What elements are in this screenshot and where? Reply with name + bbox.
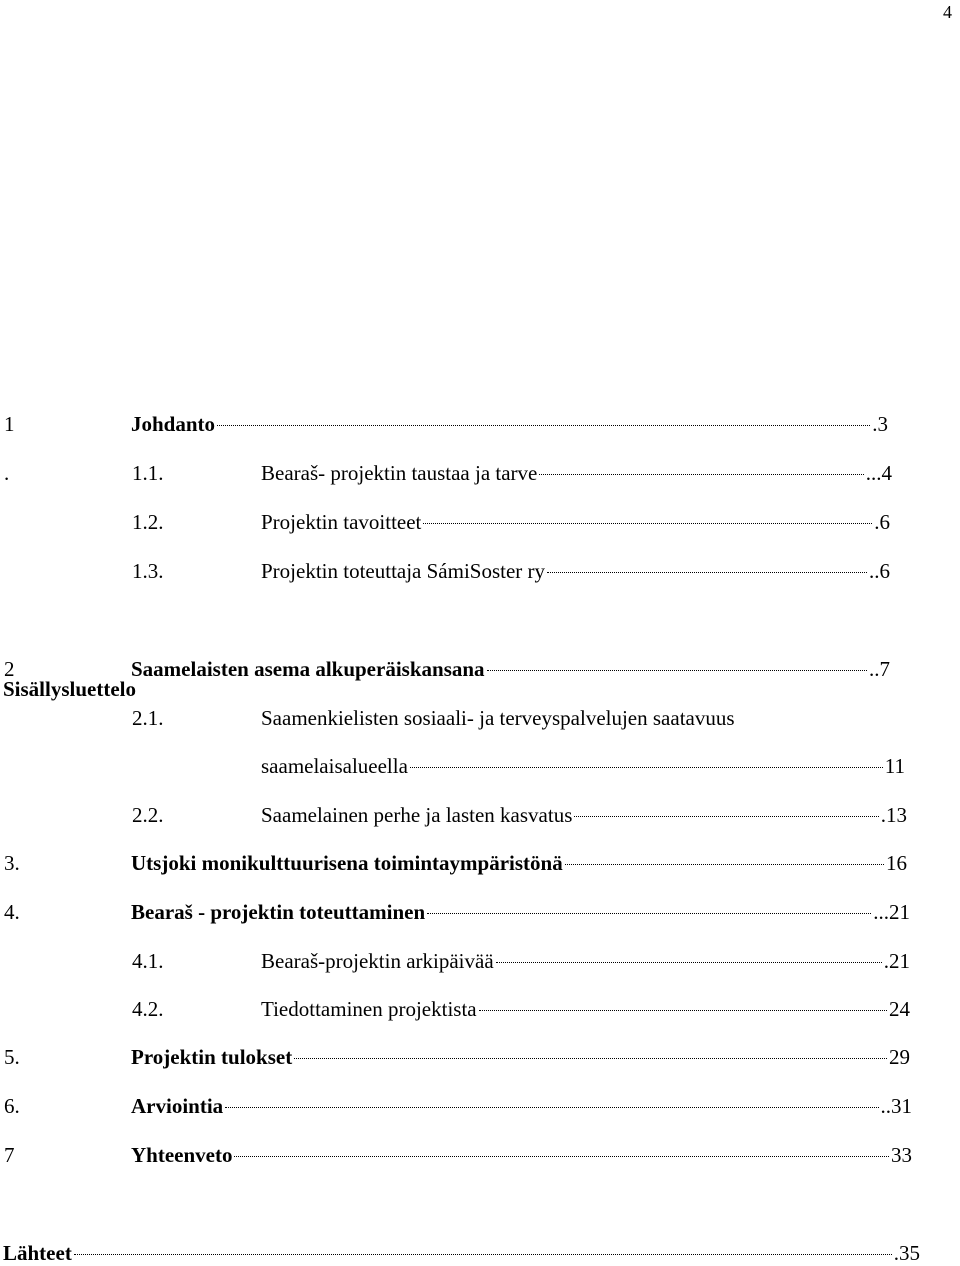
dot-leader [479, 1010, 887, 1011]
toc-entry-subnumber: 1.1. [132, 461, 164, 485]
dot-leader [410, 767, 883, 768]
toc-entry[interactable] [4, 1044, 910, 1070]
toc-entry-number: 5. [4, 1045, 20, 1069]
dot-leader [547, 572, 867, 573]
toc-entry-subnumber: 2.2. [132, 803, 164, 827]
toc-entry-title: Saamelainen perhe ja lasten kasvatus [261, 803, 573, 827]
toc-entry[interactable] [4, 899, 910, 925]
toc-entry-subnumber: 2.1. [132, 706, 164, 730]
toc-entry[interactable] [4, 948, 910, 974]
dot-leader [294, 1058, 887, 1059]
toc-entry-title: Bearaš- projektin taustaa ja tarve [261, 461, 538, 485]
toc-entry-page: .3 [872, 412, 888, 436]
toc-entry[interactable] [4, 460, 892, 486]
toc-entry-number: 7 [4, 1143, 15, 1167]
toc-entry-page: .35 [893, 1241, 920, 1265]
toc-entry-number: 4. [4, 900, 20, 924]
toc-entry[interactable] [4, 558, 890, 584]
toc-entry-number: 6. [4, 1094, 20, 1118]
toc-entry-number: 3. [4, 851, 20, 875]
dot-leader [539, 474, 863, 475]
toc-entry-title: saamelaisalueella [261, 754, 408, 778]
toc-entry[interactable] [4, 705, 890, 731]
toc-entry-continuation[interactable] [261, 753, 905, 779]
toc-entry-title: Bearaš-projektin arkipäivää [261, 949, 494, 973]
dot-leader [74, 1254, 892, 1255]
toc-entry-title: Johdanto [131, 412, 216, 436]
toc-entry[interactable] [4, 996, 910, 1022]
toc-entry-number: 1 [4, 412, 15, 436]
toc-entry-title: Bearaš - projektin toteuttaminen [131, 900, 426, 924]
toc-entry-page: ...4 [865, 461, 892, 485]
dot-leader [423, 523, 872, 524]
toc-entry-title: Saamelaisten asema alkuperäiskansana [131, 657, 485, 681]
dot-leader [496, 962, 882, 963]
toc-entry-title: Lähteet [3, 1241, 72, 1265]
dot-leader [574, 816, 878, 817]
toc-entry-page: .21 [883, 949, 910, 973]
toc-entry-title: Arviointia [131, 1094, 224, 1118]
toc-entry[interactable] [4, 1093, 912, 1119]
toc-entry-number: . [4, 461, 10, 485]
toc-entry-page: 16 [886, 851, 907, 875]
toc-entry-title: Utsjoki monikulttuurisena toimintaympäristönä [131, 851, 563, 875]
toc-entry-title: Projektin toteuttaja SámiSoster ry [261, 559, 546, 583]
toc-entry-page: 11 [884, 754, 905, 778]
toc-entry-number: 2 [4, 657, 15, 681]
page-number: 4 [943, 2, 952, 22]
dot-leader [487, 670, 867, 671]
toc-entry-subnumber: 4.2. [132, 997, 164, 1021]
toc-entry[interactable] [4, 850, 907, 876]
dot-leader [565, 864, 884, 865]
toc-entry-page: 29 [889, 1045, 910, 1069]
toc-entry-page: ...21 [873, 900, 910, 924]
toc-entry-title: Tiedottaminen projektista [261, 997, 477, 1021]
toc-entry-page: 24 [889, 997, 910, 1021]
toc-entry[interactable] [4, 656, 890, 682]
toc-entry[interactable] [4, 411, 888, 437]
toc-entry-title: Projektin tulokset [131, 1045, 293, 1069]
dot-leader [427, 913, 871, 914]
toc-entry-subnumber: 4.1. [132, 949, 164, 973]
dot-leader [234, 1156, 889, 1157]
toc-entry-page: ..6 [869, 559, 890, 583]
toc-entry-title: Saamenkielisten sosiaali- ja terveyspalvelujen saatavuus [261, 706, 735, 730]
dot-leader [225, 1107, 878, 1108]
toc-entry-title: Projektin tavoitteet [261, 510, 422, 534]
toc-entry-page: .13 [880, 803, 907, 827]
toc-entry[interactable] [4, 509, 890, 535]
toc-entry[interactable] [4, 1142, 912, 1168]
toc-heading: Sisällysluettelo [3, 677, 137, 701]
toc-entry[interactable] [4, 802, 907, 828]
toc-entry-page: 33 [891, 1143, 912, 1167]
dot-leader [217, 425, 870, 426]
toc-entry-page: ..31 [880, 1094, 912, 1118]
toc-entry-subnumber: 1.2. [132, 510, 164, 534]
toc-entry[interactable] [3, 1240, 920, 1266]
toc-entry-page: .6 [874, 510, 890, 534]
toc-entry-subnumber: 1.3. [132, 559, 164, 583]
toc-entry-page: ..7 [869, 657, 890, 681]
toc-entry-title: Yhteenveto [131, 1143, 233, 1167]
